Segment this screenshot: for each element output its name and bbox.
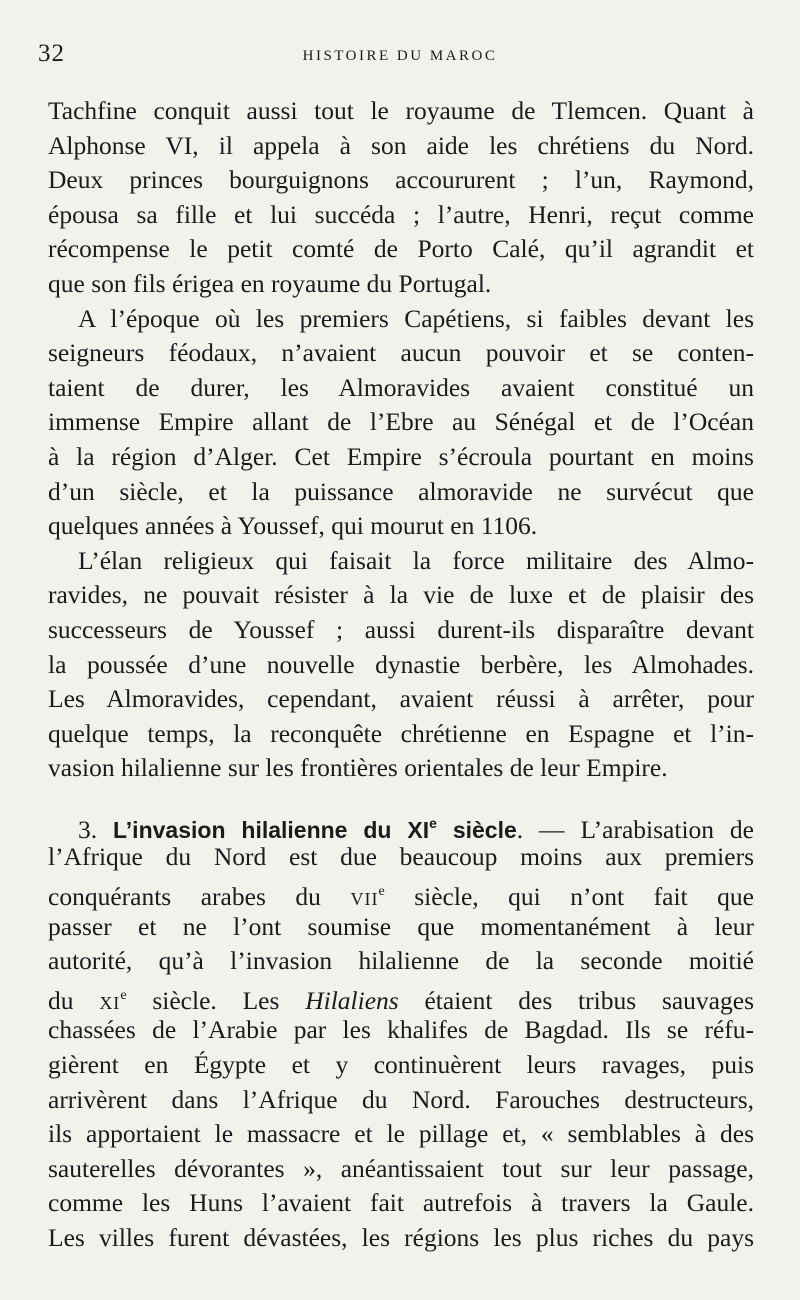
text-line: que son fils érigea en royaume du Portugal.	[48, 268, 492, 298]
text-line: ils apportaient le massacre et le pillage et, « semblables à des	[48, 1119, 754, 1149]
text-line: vasion hilalienne sur les frontières orientales de leur Empire.	[48, 753, 668, 783]
text-line: arrivèrent dans l’Afrique du Nord. Farouches destructeurs,	[48, 1084, 754, 1114]
text-segment: siècle, qui n’ont fait que	[384, 882, 754, 912]
text-line: à la région d’Alger. Cet Empire s’écroula pourtant en moins	[48, 441, 754, 471]
text-line: Les villes furent dévastées, les régions les plus riches du pays	[48, 1223, 754, 1252]
text-line: Les Almoravides, cependant, avaient réussi à arrêter, pour	[48, 684, 754, 714]
text-line: récompense le petit comté de Porto Calé, qu’il agrandit et	[48, 234, 754, 264]
text-segment: conquérants arabes du	[48, 882, 351, 912]
roman-numeral: xi	[99, 985, 121, 1015]
text-segment: siècle. Les	[126, 985, 306, 1015]
text-line: passer et ne l’ont soumise que momentanément à leur	[48, 911, 754, 941]
section-title	[113, 814, 517, 843]
text-line: quelque temps, la reconquête chrétienne en Espagne et l’in-	[48, 718, 754, 748]
section-number: 3.	[78, 814, 98, 844]
text-segment: du	[48, 985, 100, 1015]
text-line: chassées de l’Arabie par les khalifes de Bagdad. Ils se réfu-	[48, 1015, 754, 1045]
italic-term: Hilaliens	[305, 985, 399, 1015]
text-line: autorité, qu’à l’invasion hilalienne de la seconde moitié	[48, 946, 754, 976]
text-line: sauterelles dévorantes », anéantissaient tout sur leur passage,	[48, 1153, 754, 1183]
text-line: quelques années à Youssef, qui mourut en 1106.	[48, 511, 538, 541]
text-line: d’un siècle, et la puissance almoravide ne survécut que	[48, 476, 754, 506]
body-text	[48, 94, 754, 1256]
section-title-text: L’invasion hilalienne du XI	[113, 816, 430, 843]
text-line: l’Afrique du Nord est due beaucoup moins aux premiers	[48, 842, 754, 872]
superscript: e	[429, 814, 437, 831]
text-line: immense Empire allant de l’Ebre au Sénégal et de l’Océan	[48, 407, 754, 437]
superscript: e	[378, 884, 385, 900]
section-heading-line	[48, 806, 754, 844]
text-line: L’élan religieux qui faisait la force militaire des Almo-	[78, 545, 754, 575]
text-line: Alphonse VI, il appela à son aide les chrétiens du Nord.	[48, 130, 754, 160]
section-title-text: siècle	[436, 816, 517, 843]
text-line: seigneurs féodaux, n’avaient aucun pouvoir et se conten-	[48, 338, 754, 368]
text-segment: étaient des tribus sauvages	[398, 985, 754, 1015]
page-number: 32	[38, 40, 65, 67]
text-line: épousa sa fille et lui succéda ; l’autre, Henri, reçut comme	[48, 199, 754, 229]
text-line: comme les Huns l’avaient fait autrefois à travers la Gaule.	[48, 1188, 754, 1218]
page-header	[38, 38, 762, 78]
section-lead-text: . — L’arabisation de	[516, 814, 754, 844]
roman-numeral: vii	[350, 882, 379, 912]
superscript: e	[120, 987, 127, 1003]
text-line: la poussée d’une nouvelle dynastie berbère, les Almohades.	[48, 649, 754, 679]
text-line: A l’époque où les premiers Capétiens, si faibles devant les	[78, 303, 754, 333]
running-head: HISTOIRE DU MAROC	[302, 48, 498, 64]
text-line	[48, 875, 754, 910]
text-line: successeurs de Youssef ; aussi durent-ils disparaître devant	[48, 614, 754, 644]
text-line: ravides, ne pouvait résister à la vie de luxe et de plaisir des	[48, 580, 754, 610]
text-line: Tachfine conquit aussi tout le royaume de Tlemcen. Quant à	[48, 96, 754, 125]
text-line: gièrent en Égypte et y continuèrent leurs ravages, puis	[48, 1050, 754, 1080]
text-line: taient de durer, les Almoravides avaient constitué un	[48, 372, 754, 402]
text-line	[48, 979, 754, 1014]
text-line: Deux princes bourguignons accoururent ; l’un, Raymond,	[48, 165, 754, 195]
